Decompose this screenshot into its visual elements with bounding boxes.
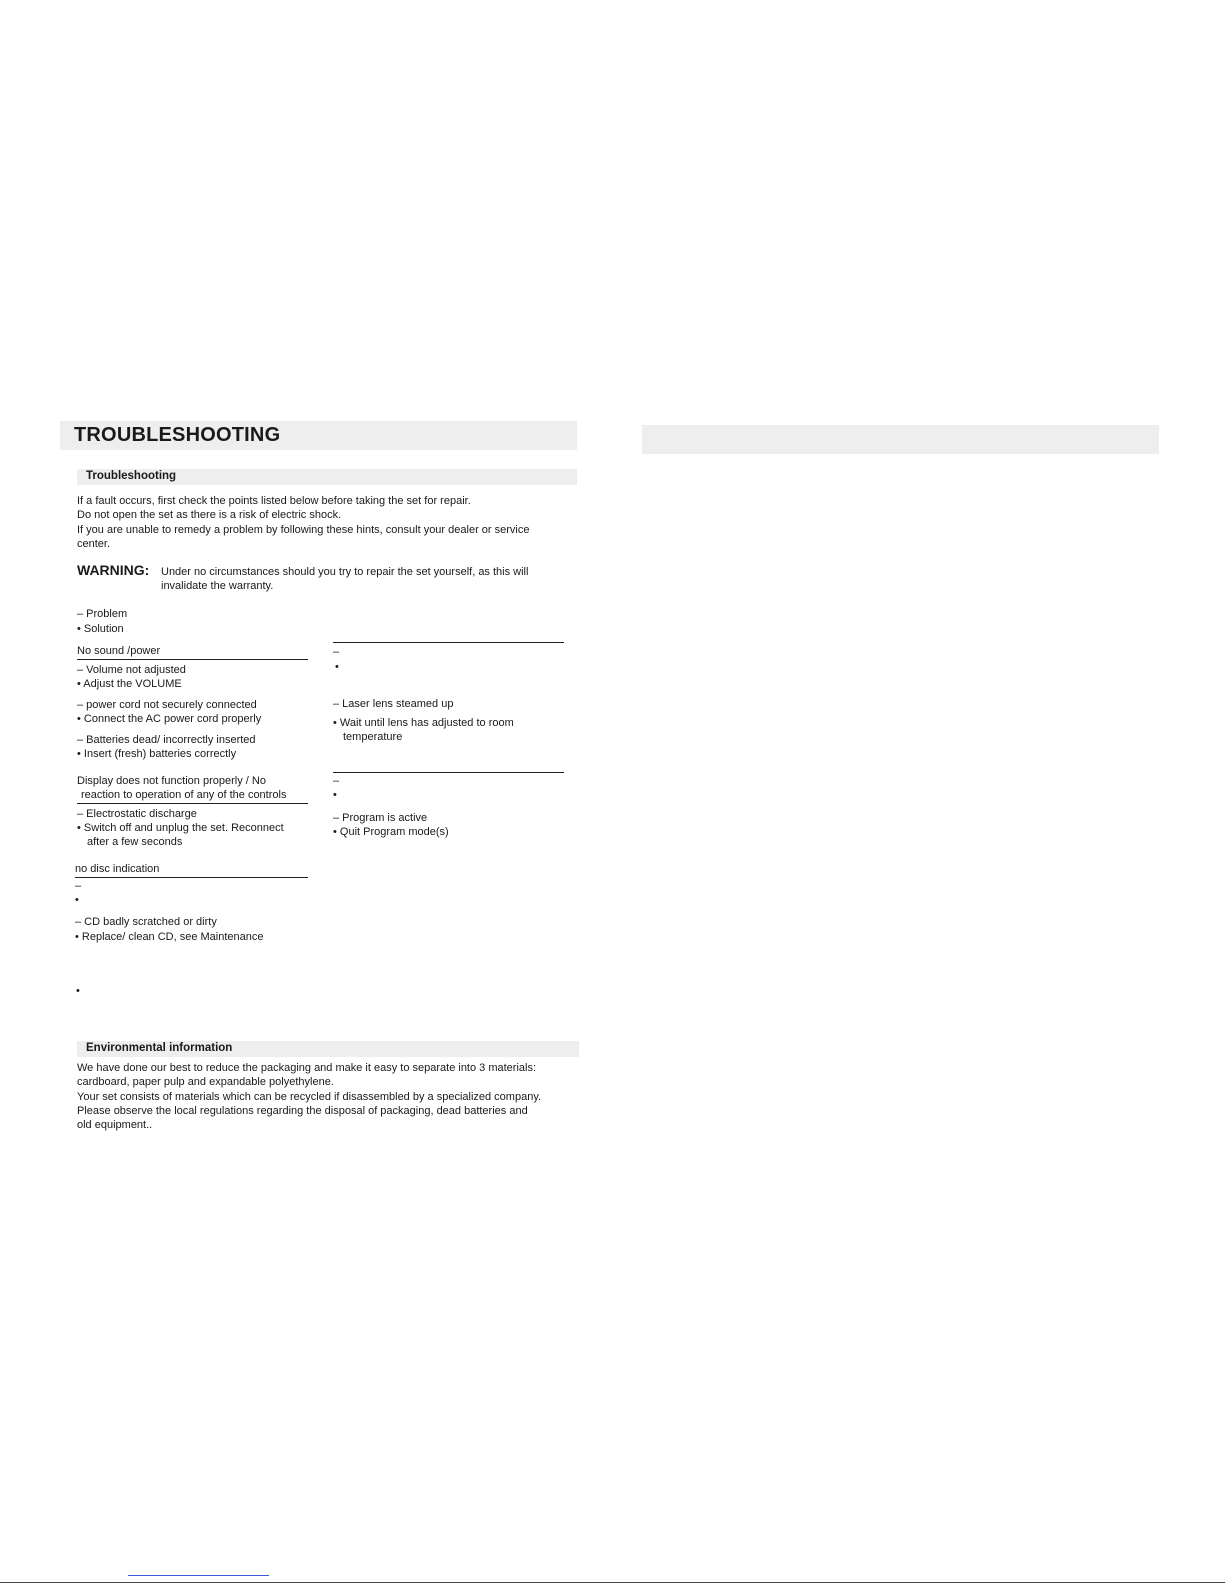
intro-line-2: Do not open the set as there is a risk of electric shock. (77, 509, 342, 521)
problem-power-cord: – power cord not securely connected (77, 699, 257, 711)
problem-cd-scratched: – CD badly scratched or dirty (75, 916, 217, 928)
display-heading-underline (77, 803, 308, 804)
environment-heading: Environmental information (86, 1042, 233, 1054)
empty-problem-dash: – (75, 880, 82, 892)
problem-batteries: – Batteries dead/ incorrectly inserted (77, 734, 256, 746)
troubleshooting-heading: Troubleshooting (86, 470, 177, 482)
right-heading-underline-2 (333, 772, 564, 773)
no-disc-underline (75, 877, 308, 878)
environment-line-2: cardboard, paper pulp and expandable polyethylene. (77, 1076, 334, 1088)
solution-volume: • Adjust the VOLUME (77, 678, 182, 690)
solution-wait-lens-cont: temperature (343, 731, 403, 743)
warning-label: WARNING: (77, 562, 150, 578)
right-title-bar (642, 425, 1159, 454)
display-heading-line-2: reaction to operation of any of the controls (81, 789, 287, 801)
problem-volume: – Volume not adjusted (77, 664, 186, 676)
environment-line-3: Your set consists of materials which can be recycled if disassembled by a specialized company. (77, 1091, 542, 1103)
right-empty-dash-2: – (333, 775, 340, 787)
problem-electrostatic: – Electrostatic discharge (77, 808, 197, 820)
environment-line-1: We have done our best to reduce the packaging and make it easy to separate into 3 materials: (77, 1062, 537, 1074)
footer-link-underline (128, 1575, 269, 1576)
legend-problem: – Problem (77, 608, 128, 620)
page-title: TROUBLESHOOTING (74, 424, 281, 446)
right-empty-dot-1: • (335, 661, 339, 673)
solution-switch-off: • Switch off and unplug the set. Reconnect (77, 822, 284, 834)
right-empty-dash-1: – (333, 646, 340, 658)
intro-line-4: center. (77, 538, 111, 550)
no-sound-underline (77, 659, 308, 660)
display-heading-line-1: Display does not function properly / No (77, 775, 266, 787)
warning-text-1: Under no circumstances should you try to repair the set yourself, as this will (161, 566, 529, 578)
solution-quit-program: • Quit Program mode(s) (333, 826, 449, 838)
solution-power-cord: • Connect the AC power cord properly (77, 713, 262, 725)
legend-solution: • Solution (77, 623, 124, 635)
problem-laser-lens: – Laser lens steamed up (333, 698, 454, 710)
intro-line-3: If you are unable to remedy a problem by following these hints, consult your dealer or service (77, 524, 530, 536)
lone-bullet: • (76, 985, 80, 997)
solution-batteries: • Insert (fresh) batteries correctly (77, 748, 237, 760)
no-disc-heading: no disc indication (75, 863, 160, 875)
solution-wait-lens: • Wait until lens has adjusted to room (333, 717, 514, 729)
solution-switch-off-cont: after a few seconds (87, 836, 183, 848)
no-sound-heading: No sound /power (77, 645, 161, 657)
environment-line-4: Please observe the local regulations regarding the disposal of packaging, dead batteries and (77, 1105, 528, 1117)
right-empty-dot-2: • (333, 789, 337, 801)
empty-solution-dot: • (75, 894, 79, 906)
intro-line-1: If a fault occurs, first check the points listed below before taking the set for repair. (77, 495, 471, 507)
footer-rule (0, 1582, 1225, 1583)
warning-text-2: invalidate the warranty. (161, 580, 274, 592)
solution-replace-cd: • Replace/ clean CD, see Maintenance (75, 931, 264, 943)
environment-line-5: old equipment.. (77, 1119, 153, 1131)
problem-program-active: – Program is active (333, 812, 428, 824)
right-heading-underline-1 (333, 642, 564, 643)
